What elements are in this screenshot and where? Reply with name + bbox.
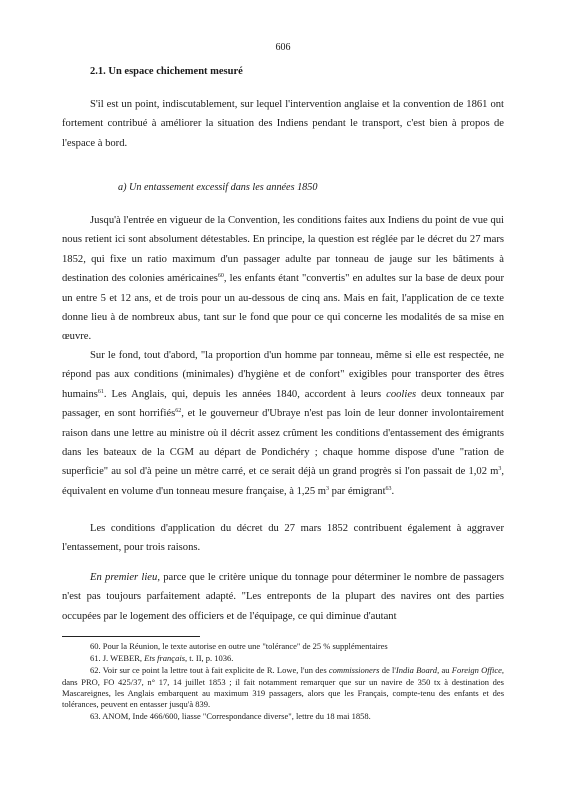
f61-title: Ets français bbox=[144, 653, 186, 664]
footnote-ref-62[interactable]: 62 bbox=[175, 408, 182, 415]
page-number: 606 bbox=[275, 42, 291, 53]
footnote-61 bbox=[62, 653, 504, 664]
subheading: a) Un entassement excessif dans les années 1850 bbox=[118, 182, 318, 193]
f62-text-b: de l' bbox=[379, 665, 396, 676]
p2-coolies: coolies bbox=[386, 388, 417, 400]
p2-text-c: deux tonneaux par passager, en sont horrifiés bbox=[62, 388, 504, 420]
footnote-ref-63[interactable]: 63 bbox=[385, 485, 392, 492]
f62-text-d: , dans PRO, FO 425/37, n° 17, 14 juillet 1853 ; il fait notamment remarquer que sur un navire de 350 tx à destination des Mascareignes, les Anglais embarquent au maximum 319 passagers, alors que les Français, compte-tenu des enfants et des tolérances, peuvent en entasser jusqu'à 839. bbox=[62, 665, 504, 710]
intro-paragraph: S'il est un point, indiscutablement, sur lequel l'intervention anglaise et la convention de 1861 ont fortement contribué à améliorer la situation des Indiens pendant le transport, c'est bien à propos de l'espace à bord. bbox=[62, 99, 504, 149]
p1-text-b: , les enfants étant "convertis" en adultes sur la base de deux pour un entre 5 et 12 ans, et de trois pour un au-dessous de cinq ans. Mais en fait, l'application de ce texte donne lieu à de nombreux abus, tant sur le fond que pour ce qui concerne les modalités de sa mise en œuvre. bbox=[62, 273, 504, 343]
f62-em-foreign-office: Foreign Office bbox=[451, 665, 502, 676]
f62-text-c: , au bbox=[437, 665, 452, 676]
superscript-3a: 3 bbox=[498, 466, 502, 473]
p4-emphasis: En premier lieu bbox=[90, 572, 158, 583]
paragraph-4 bbox=[62, 568, 504, 626]
footnote-ref-61[interactable]: 61 bbox=[97, 388, 104, 395]
f62-em-india-board: India Board bbox=[395, 665, 438, 676]
f61-text-a: 61. J. WEBER, bbox=[90, 653, 145, 664]
p4-text: , parce que le critère unique du tonnage pour déterminer le nombre de passagers n'est pas toujours parfaitement adapté. "Les entreponts de la plupart des navires ont des parties occupées par le logement des officiers et de l'équipage, ce qui diminue d'autant bbox=[62, 572, 504, 622]
footnote-63: 63. ANOM, Inde 466/600, liasse "Correspondance diverse", lettre du 18 mai 1858. bbox=[90, 711, 371, 722]
footnotes bbox=[62, 641, 504, 723]
p2-text-a: Sur le fond, tout d'abord, "la proportion d'un homme par tonneau, même si elle est respectée, ne répond pas aux conditions (minimales) d'hygiène et de confort" exigibles pour transporter des êtres humains bbox=[62, 350, 504, 400]
f62-em-commissioners: commissioners bbox=[328, 665, 380, 676]
p2-text-g: . bbox=[391, 485, 395, 497]
footnote-62 bbox=[62, 665, 504, 710]
paragraph-1 bbox=[62, 211, 504, 347]
p2-text-d: , et le gouverneur d'Ubraye n'est pas loin de leur donner involontairement raison dans une lettre au ministre où il décrit assez crûment les conditions d'entassement des émigrants dans les bateaux de la CGM au départ de Pondichéry ; chaque homme dispose d'une "ration de superficie" au sol d'à peine un mètre carré, et ce serait déjà un grand progrès si l'on passait de 1,02 m bbox=[62, 408, 504, 478]
f61-text-b: , t. II, p. 1036. bbox=[185, 653, 234, 664]
p2-text-e: , équivalent en volume d'un tonneau mesure française, à 1,25 m bbox=[62, 466, 504, 497]
section-heading: 2.1. Un espace chichement mesuré bbox=[90, 66, 243, 77]
p2-text-b: . Les Anglais, qui, depuis les années 1840, accordent à leurs bbox=[103, 388, 387, 400]
superscript-3b: 3 bbox=[326, 485, 330, 492]
paragraph-3: Les conditions d'application du décret du 27 mars 1852 contribuent également à aggraver l'entassement, pour trois raisons. bbox=[62, 523, 504, 554]
footnote-divider bbox=[62, 636, 200, 637]
footnote-ref-60[interactable]: 60 bbox=[217, 273, 224, 280]
f62-text-a: 62. Voir sur ce point la lettre tout à fait explicite de R. Lowe, l'un des bbox=[90, 665, 329, 676]
p2-text-f: par émigrant bbox=[329, 485, 386, 497]
footnote-60: 60. Pour la Réunion, le texte autorise en outre une "tolérance" de 25 % supplémentaires bbox=[90, 641, 388, 651]
p1-text-a: Jusqu'à l'entrée en vigueur de la Convention, les conditions faites aux Indiens du point de vue qui nous retient ici sont absolument détestables. En principe, la question est réglée par le décret du 27 mars 1852, qui fixe un ratio maximum d'un passager adulte par tonneau de jauge sur les bâtiments à destination des colonies américaines bbox=[62, 215, 504, 285]
paragraph-2 bbox=[62, 346, 504, 501]
